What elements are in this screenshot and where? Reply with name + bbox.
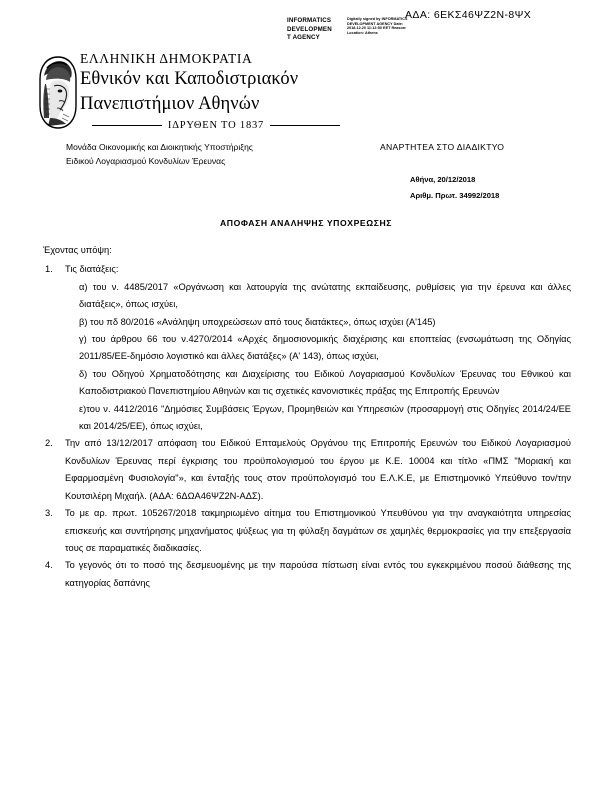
document-meta: [410, 172, 499, 204]
digital-signature-stamp: [287, 17, 415, 53]
publication-note: ΑΝΑΡΤΗΤΕΑ ΣΤΟ ΔΙΑΔΙΚΤΥΟ: [380, 142, 505, 152]
document-body: [43, 242, 571, 592]
item-3-text: Το με αρ. πρωτ. 105267/2018 τακμηριωμένο αίτημα του Επιστημονικού Υπευθύνου για την αναγκαιότητα υπηρεσίας επισκευής και συντήρησης μηχανήματος ψύξεως για τη φύλαξη δαγμάτων σε χαμηλές θερμοκρασίες για την επεξεργασία τους σε παραματικές διαδικασίες.: [65, 508, 571, 553]
item-1-sub-c: γ) του άρθρου 66 του ν.4270/2014 «Αρχές δημοσιονομικής διαχέρισης και εποπτείας (ενσωμάτωση της Οδηγίας 2011/85/ΕΕ-δημόσιο λογιστικό και άλλες διατάξες» (Α' 143), όπως ισχύει,: [79, 334, 571, 362]
rule-right: [270, 125, 340, 126]
list-item: [79, 314, 571, 331]
university-emblem-icon: [38, 56, 78, 130]
ada-code: ΑΔΑ: 6ΕΚΣ46ΨΖ2Ν-8ΨΧ: [405, 9, 532, 21]
letterhead-university-line-2: Πανεπιστήμιον Αθηνών: [80, 94, 260, 114]
place-and-date: Αθήνα, 20/12/2018: [410, 175, 476, 184]
letterhead: [80, 50, 380, 131]
list-item: [43, 557, 571, 592]
item-4-text: Το γεγονός ότι το ποσό της δεσμευομένης με την παρούσα πίστωση είναι εντός του εγκεκριμένου ποσού διάθεσης της κατηγορίας δαπάνης: [65, 560, 571, 588]
list-item: [43, 435, 571, 505]
signature-agency-line-2: DEVELOPMEN: [287, 25, 332, 33]
provisions-sublist: [65, 279, 571, 436]
issuing-unit-line-1: Μονάδα Οικονομικής και Διοικητικής Υποστήριξης: [66, 142, 253, 152]
list-item: [43, 261, 571, 435]
rule-left: [92, 125, 162, 126]
provisions-list: [43, 261, 571, 592]
letterhead-republic: ΕΛΛΗΝΙΚΗ ΔΗΜΟΚΡΑΤΙΑ: [80, 51, 253, 66]
signature-agency-line-3: T AGENCY: [287, 34, 320, 42]
item-1-sub-a: α) του ν. 4485/2017 «Οργάνωση και λατουργία της ανώτατης εκπαίδευσης, ρυθμίσεις για την έρευνα και άλλες διατάξεις», όπως ισχύει,: [79, 281, 571, 310]
item-1-intro: Τις διατάξεις:: [65, 264, 119, 275]
list-item: [43, 505, 571, 557]
issuing-unit: [66, 141, 366, 168]
signature-details: Digitally signed by INFORMATICS DEVELOPMENT AGENCY Date: 2018.12.20 11:12:50 EET Reason: Location: Athens: [347, 17, 408, 35]
issuing-unit-line-2: Ειδικού Λογαριασμού Κονδυλίων Έρευνας: [66, 155, 226, 166]
list-item: [79, 279, 571, 314]
page-title: ΑΠΟΦΑΣΗ ΑΝΑΛΗΨΗΣ ΥΠΟΧΡΕΩΣΗΣ: [219, 218, 393, 228]
protocol-number: Αριθμ. Πρωτ. 34992/2018: [410, 191, 500, 200]
signature-agency-name: [287, 17, 343, 43]
list-item: [79, 366, 571, 401]
letterhead-founded-year: ΙΔΡΥΘΕΝ ΤΟ 1837: [167, 120, 265, 131]
letterhead-university-line-1: Εθνικόν και Καποδιστριακόν: [80, 69, 299, 89]
item-2-text: Την από 13/12/2017 απόφαση του Ειδικού Επταμελούς Οργάνου της Επιτροπής Ερευνών του Ειδικού Λογαριασμού Κονδυλίων Έρευνας περί έγκρισης του προϋπολογισμού του έργου με Κ.Ε. 10004 και τίτλο «ΠΜΣ "Μοριακή και Εφαρμοσμένη Φυσιολογία"», και ένταξής τους στον προϋπολογισμό του Ε.Λ.Κ.Ε, με Επιστημονικό Υπεύθυνο τον/την Κουτσιλέρη Μιχαήλ. (ΑΔΑ: 6ΔΩΑ46ΨΖ2Ν-ΑΔΣ).: [65, 438, 571, 501]
list-item: [79, 401, 571, 436]
letterhead-founded-row: [80, 120, 340, 131]
item-1-sub-d: δ) του Οδηγού Χρηματοδότησης και Διαχείρισης του Ειδικού Λογαριασμού Κονδυλίων Έρευνας του Εθνικού και Καποδιστριακού Πανεπιστημίου Αθηνών και τις σχετικές κανονιστικές πράξας της Επιτροπής Ερευνών: [79, 368, 571, 397]
signature-agency-line-1: INFORMATICS: [287, 17, 332, 24]
list-item: [79, 331, 571, 366]
preamble-text: Έχοντας υπόψη:: [43, 245, 112, 255]
item-1-sub-b: β) του πδ 80/2016 «Ανάληψη υποχρεώσεων από τους διατάκτες», όπως ισχύει (Α'145): [79, 316, 436, 327]
item-1-sub-e: ε)του ν. 4412/2016 "Δημόσιες Συμβάσεις Έργων, Προμηθειών και Υπηρεσιών (προσαρμογή στις Οδηγίες 2014/24/ΕΕ και 2014/25/ΕΕ), όπως ισχύει,: [79, 403, 571, 432]
